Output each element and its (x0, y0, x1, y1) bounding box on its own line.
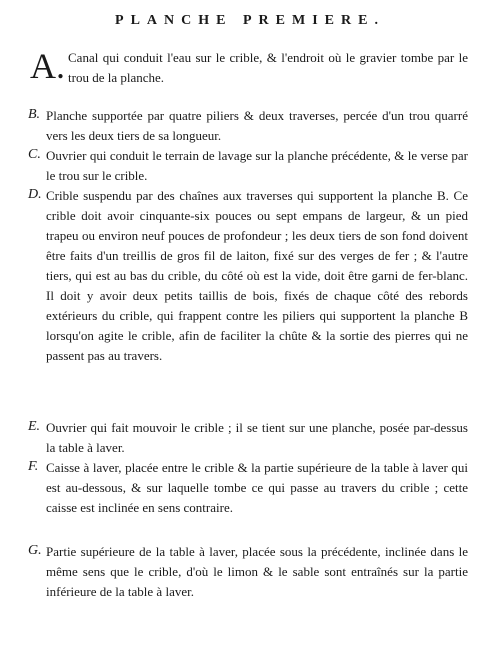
entry-letter: G. (28, 543, 42, 558)
page-title: PLANCHE PREMIERE. (115, 13, 385, 28)
legend-entry-e (28, 418, 468, 458)
legend-entry-c (28, 146, 468, 186)
legend-entry-g (28, 542, 468, 622)
entry-letter: B. (28, 107, 41, 122)
entry-text: Crible suspendu par des chaînes aux traverses qui supportent la planche B. Ce crible doit avoir cinquante-six pouces ou sept empans de largeur, & un pied trapeu ou environ neuf pouces de profondeur ; les deux tiers de son fond doivent être faits d'un treillis de gros fil de laiton, fixé sur des verges de fer ; & l'autre tiers, qui est au bas du crible, du côté où est la vide, doit être garni de fer-blanc. Il doit y avoir deux petits taillis de bois, fixés de chaque côté des rebords extérieurs du crible, qui frappent contre les piliers qui supportent la planche B lorsqu'on agite le crible, afin de faciliter la chûte & la sortie des pierres qui ne passent pas au travers. (46, 188, 468, 363)
entry-text: Caisse à laver, placée entre le crible & la partie supérieure de la table à laver qui est au-dessous, & sur laquelle tombe ce qui passe au travers du crible ; cette caisse est inclinée en sens contraire. (46, 460, 468, 515)
entry-letter: C. (28, 147, 41, 162)
entry-letter: F. (28, 459, 39, 474)
entry-text: Ouvrier qui fait mouvoir le crible ; il se tient sur une planche, posée par-dessus la table à laver. (46, 420, 468, 455)
entry-letter: A. (30, 46, 65, 86)
entry-text: Canal qui conduit l'eau sur le crible, & l'endroit où le gravier tombe par le trou de la planche. (68, 50, 468, 85)
legend-entry-a (28, 48, 468, 106)
legend-entry-b (28, 106, 468, 146)
legend-entry-f (28, 458, 468, 542)
entry-letter: D. (28, 187, 42, 202)
entry-letter: E. (28, 419, 41, 434)
legend-entry-d (28, 186, 468, 418)
entry-text: Ouvrier qui conduit le terrain de lavage sur la planche précédente, & le verse par le trou sur le crible. (46, 148, 468, 183)
entry-text: Planche supportée par quatre piliers & deux traverses, percée d'un trou quarré vers les deux tiers de sa longueur. (46, 108, 468, 143)
legend-list (28, 48, 468, 622)
entry-text: Partie supérieure de la table à laver, placée sous la précédente, inclinée dans le même sens que le crible, d'où le limon & le sable sont entraînés sur la partie inférieure de la table à laver. (46, 544, 468, 599)
